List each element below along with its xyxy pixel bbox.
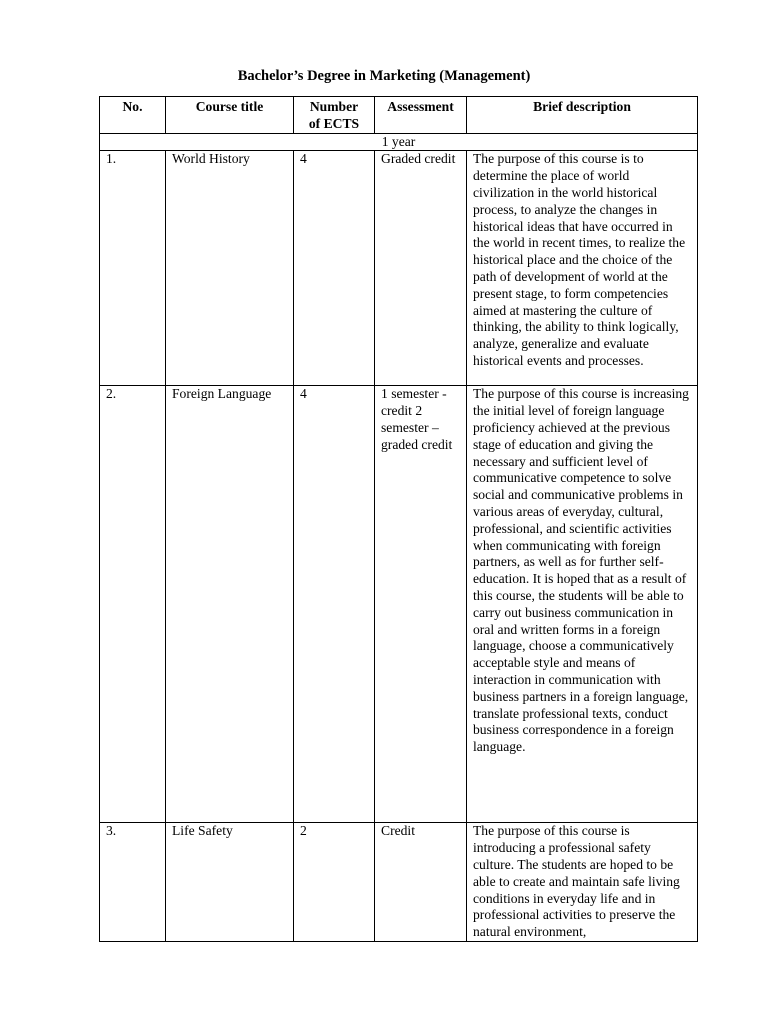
header-no: No. — [100, 97, 166, 134]
row-number: 3. — [100, 823, 166, 942]
header-description: Brief description — [467, 97, 698, 134]
year-row — [100, 133, 698, 151]
course-title: Foreign Language — [166, 386, 294, 823]
ects-value: 4 — [294, 386, 375, 823]
assessment-value: Credit — [375, 823, 467, 942]
header-course-title: Course title — [166, 97, 294, 134]
header-ects-line1: Number — [309, 99, 359, 114]
table-row — [100, 823, 698, 942]
assessment-value: 1 semester - credit 2 semester – graded credit — [375, 386, 467, 823]
ects-value: 2 — [294, 823, 375, 942]
table-row — [100, 386, 698, 823]
course-description: The purpose of this course is introducing a professional safety culture. The students are hoped to be able to create and maintain safe living conditions in everyday life and in professional activities to preserve the natural environment, — [467, 823, 698, 942]
header-ects — [294, 97, 375, 134]
course-title: Life Safety — [166, 823, 294, 942]
table-header-row — [100, 97, 698, 134]
row-number: 2. — [100, 386, 166, 823]
course-table — [99, 96, 698, 942]
header-ects-line2: of ECTS — [308, 115, 360, 131]
document-title: Bachelor’s Degree in Marketing (Management) — [237, 68, 531, 84]
row-number: 1. — [100, 151, 166, 386]
header-assessment: Assessment — [375, 97, 467, 134]
ects-value: 4 — [294, 151, 375, 386]
year-label: 1 year — [100, 133, 698, 151]
course-description: The purpose of this course is to determine the place of world civilization in the world historical process, to analyze the changes in historical ideas that have occurred in the world in recent times, to realize the historical place and the choice of the path of development of world at the present stage, to form competencies aimed at mastering the culture of thinking, the ability to think logically, analyze, generalize and evaluate historical events and processes. — [467, 151, 698, 386]
table-row — [100, 151, 698, 386]
assessment-value: Graded credit — [375, 151, 467, 386]
course-description: The purpose of this course is increasing the initial level of foreign language proficiency achieved at the previous stage of education and giving the necessary and sufficient level of communicative competence to solve social and communicative problems in various areas of everyday, cultural, professional, and scientific activities when communicating with foreign partners, as well as for further self-education. It is hoped that as a result of this course, the students will be able to carry out business communication in oral and written forms in a foreign language, choose a communicatively acceptable style and means of interaction in communication with business partners in a foreign language, translate professional texts, conduct business correspondence in a foreign language. — [467, 386, 698, 823]
course-title: World History — [166, 151, 294, 386]
